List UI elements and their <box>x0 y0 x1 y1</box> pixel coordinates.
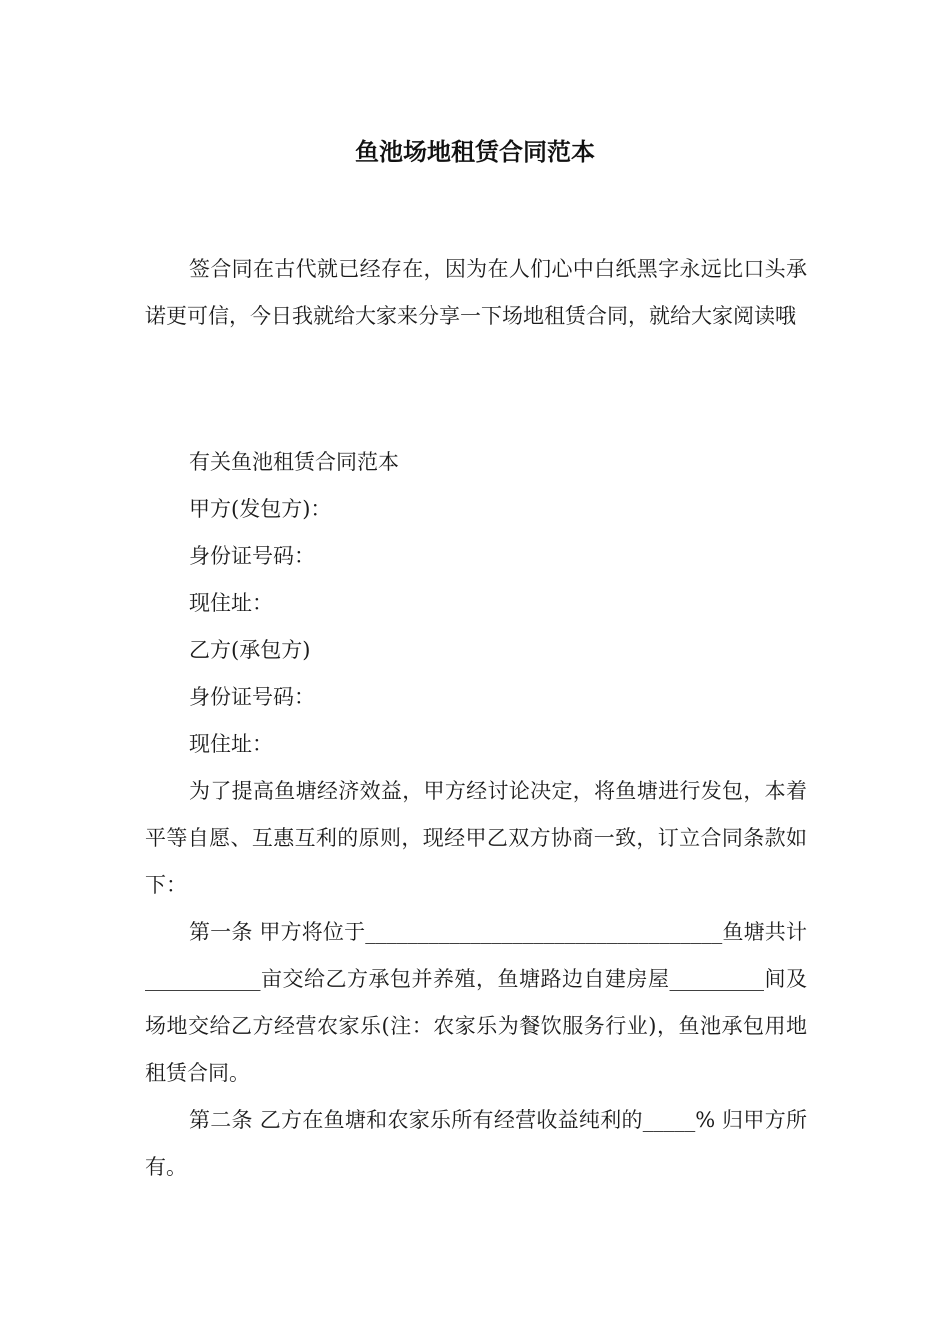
document-title: 鱼池场地租赁合同范本 <box>355 138 595 166</box>
party-b-address-label: 现住址： <box>189 732 273 756</box>
intro-section <box>145 246 807 340</box>
contract-heading: 有关鱼池租赁合同范本 <box>189 450 399 474</box>
party-a-address-label: 现住址： <box>189 591 273 615</box>
article-2-paragraph: 第二条 乙方在鱼塘和农家乐所有经营收益纯利的_____% 归甲方所有。 <box>145 1108 807 1179</box>
party-a-label: 甲方(发包方)： <box>189 497 332 521</box>
party-b-id-label: 身份证号码： <box>189 685 315 709</box>
contract-section <box>145 439 807 1191</box>
article-1-paragraph: 第一条 甲方将位于__________________________________鱼塘共计___________亩交给乙方承包并养殖，鱼塘路边自建房屋_________间及场地交给乙方经营农家乐(注：农家乐为餐饮服务行业)，鱼池承包用地租赁合同。 <box>145 920 807 1085</box>
party-a-id-label: 身份证号码： <box>189 544 315 568</box>
preamble-paragraph: 为了提高鱼塘经济效益，甲方经讨论决定，将鱼塘进行发包，本着平等自愿、互惠互利的原则，现经甲乙双方协商一致，订立合同条款如下： <box>145 779 807 897</box>
intro-paragraph: 签合同在古代就已经存在，因为在人们心中白纸黑字永远比口头承诺更可信，今日我就给大家来分享一下场地租赁合同，就给大家阅读哦 <box>145 257 807 328</box>
party-b-label: 乙方(承包方) <box>189 638 311 662</box>
